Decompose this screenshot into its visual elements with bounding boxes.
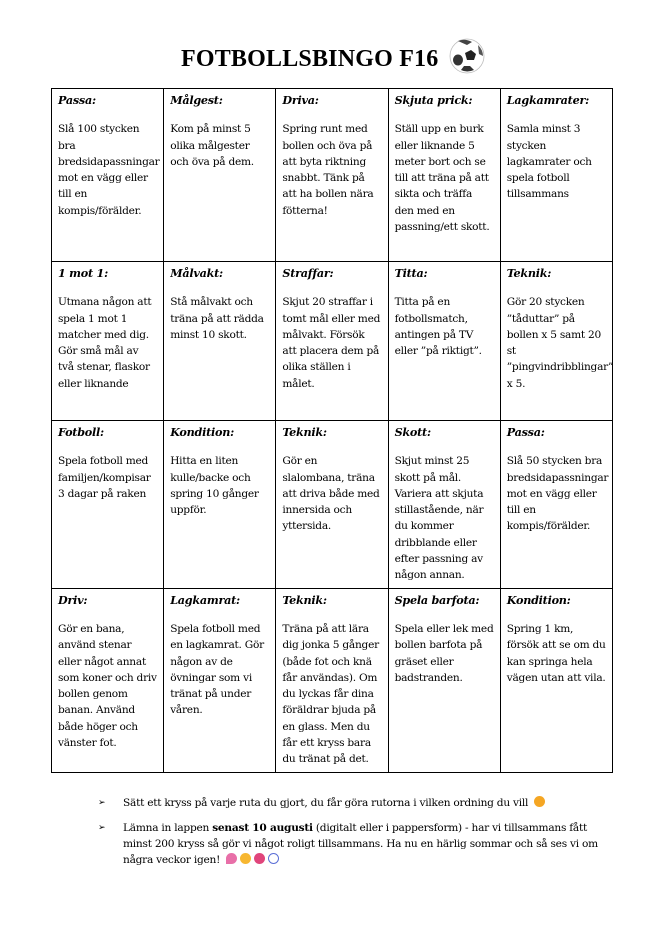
- cell-title: 1 mot 1:: [58, 266, 108, 280]
- cell-title: Passa:: [506, 425, 545, 439]
- cell-title: Spela barfota:: [394, 592, 480, 607]
- cell-text: Hitta en liten kulle/backe och spring 10 gånger uppför.: [170, 455, 259, 517]
- bingo-cell[interactable]: [52, 89, 164, 262]
- bingo-cell[interactable]: [276, 89, 388, 262]
- bingo-cell[interactable]: [52, 588, 164, 772]
- bingo-cell[interactable]: [164, 89, 276, 262]
- note-item: [98, 820, 618, 868]
- cell-title: Teknik:: [282, 592, 327, 607]
- header: [0, 36, 661, 80]
- bingo-cell[interactable]: [276, 421, 388, 589]
- cell-text: Stå målvakt och träna på att rädda minst 10 skott.: [170, 296, 264, 341]
- cell-title: Teknik:: [282, 425, 327, 439]
- cell-title: Skjuta prick:: [394, 93, 473, 107]
- cell-text: Samla minst 3 stycken lagkamrater och spela fotboll tillsammans: [506, 123, 592, 201]
- bingo-cell[interactable]: [388, 262, 500, 421]
- cell-title: Skott:: [394, 425, 431, 439]
- cell-text: Ställ upp en burk eller liknande 5 meter bort och se till att träna på att sikta och träffa den med en passning/ett skott.: [394, 123, 490, 234]
- smiley-icon: [534, 796, 545, 807]
- cell-text: Spela fotboll med familjen/kompisar 3 dagar på raken: [58, 455, 151, 500]
- cell-title: Straffar:: [282, 266, 334, 280]
- cell-text: Spela fotboll med en lagkamrat. Gör någon av de övningar som vi tränat på under våren.: [170, 622, 264, 717]
- bingo-cell[interactable]: [500, 421, 612, 589]
- cell-text: Gör en slalombana, träna att driva både med innersida och yttersida.: [282, 455, 380, 533]
- cell-title: Titta:: [394, 266, 428, 280]
- bingo-cell[interactable]: [500, 89, 612, 262]
- bingo-cell[interactable]: [388, 588, 500, 772]
- cell-title: Driva:: [282, 93, 319, 107]
- cell-title: Passa:: [58, 93, 96, 107]
- cell-text: Gör 20 stycken ”tåduttar” på bollen x 5 samt 20 st ”pingvindribblingar” x 5.: [506, 296, 614, 390]
- note-item: [98, 795, 618, 811]
- bingo-cell[interactable]: [500, 262, 612, 421]
- cell-text: Kom på minst 5 olika målgester och öva på dem.: [170, 123, 254, 168]
- grid-row: [52, 588, 613, 772]
- cell-text: Spring 1 km, försök att se om du kan springa hela vägen utan att vila.: [506, 622, 606, 684]
- cell-title: Lagkamrat:: [170, 592, 240, 607]
- grid-row: [52, 262, 613, 421]
- bingo-grid: [51, 88, 613, 773]
- note-text-pre: Lämna in lappen: [123, 822, 213, 834]
- bingo-cell[interactable]: [52, 421, 164, 589]
- soccer-ball-icon: [268, 853, 279, 864]
- bingo-cell[interactable]: [164, 421, 276, 589]
- note-text-post: (digitalt eller i pappersform) - har vi tillsammans fått minst 200 kryss så gör vi något roligt tillsammans. Ha nu en härlig sommar och så ses vi om några veckor igen!: [123, 822, 598, 866]
- arrow-bullet-icon: ➢: [98, 823, 106, 833]
- cell-text: Utmana någon att spela 1 mot 1 matcher med dig. Gör små mål av två stenar, flaskor eller liknande: [58, 296, 152, 390]
- cell-title: Fotboll:: [58, 425, 104, 439]
- grid-row: [52, 421, 613, 589]
- cell-text: Spring runt med bollen och öva på att byta riktning snabbt. Tänk på att ha bollen nära fötterna!: [282, 123, 374, 217]
- page-title: FOTBOLLSBINGO F16: [181, 46, 439, 72]
- bingo-cell[interactable]: [388, 421, 500, 589]
- bingo-cell[interactable]: [388, 89, 500, 262]
- deadline-text: senast 10 augusti: [212, 822, 313, 834]
- cell-title: Lagkamrater:: [506, 93, 589, 107]
- cell-title: Teknik:: [506, 266, 552, 280]
- sun-icon: [240, 853, 251, 864]
- cell-text: Träna på att lära dig jonka 5 gånger (både fot och knä får användas). Om du lyckas får dina föräldrar bjuda på en glass. Men du får ett kryss bara du tränat på det.: [282, 622, 379, 766]
- cell-text: Gör en bana, använd stenar eller något annat som koner och driv bollen genom banan. Använd både höger och vänster fot.: [58, 622, 157, 750]
- cell-title: Driv:: [58, 592, 88, 607]
- cell-text: Skjut 20 straffar i tomt mål eller med målvakt. Försök att placera dem på olika ställen i målet.: [282, 296, 381, 390]
- bingo-cell[interactable]: [276, 588, 388, 772]
- cell-text: Spela eller lek med bollen barfota på gräset eller badstranden.: [394, 622, 494, 684]
- ice-cream-icon: [226, 853, 237, 864]
- bingo-cell[interactable]: [164, 588, 276, 772]
- bingo-cell[interactable]: [52, 262, 164, 421]
- bingo-cell[interactable]: [500, 588, 612, 772]
- cell-text: Slå 100 stycken bra bredsidapassningar mot en vägg eller till en kompis/förälder.: [58, 123, 160, 217]
- cell-title: Målvakt:: [170, 266, 223, 280]
- cell-title: Kondition:: [170, 425, 234, 439]
- cell-title: Kondition:: [506, 592, 571, 607]
- bingo-cell[interactable]: [276, 262, 388, 421]
- bingo-cell[interactable]: [164, 262, 276, 421]
- cell-text: Slå 50 stycken bra bredsidapassningar mot en vägg eller till en kompis/förälder.: [506, 455, 609, 533]
- cell-title: Målgest:: [170, 93, 223, 107]
- note-text: Sätt ett kryss på varje ruta du gjort, du får göra rutorna i vilken ordning du vill: [123, 797, 529, 809]
- cell-text: Titta på en fotbollsmatch, antingen på TV eller ”på riktigt”.: [394, 296, 482, 358]
- notes-list: [98, 795, 618, 877]
- arrow-bullet-icon: ➢: [98, 798, 106, 808]
- grid-row: [52, 89, 613, 262]
- cell-text: Skjut minst 25 skott på mål. Variera att skjuta stillastående, när du kommer dribblande eller efter passning av någon annan.: [394, 455, 484, 582]
- soccer-ball-icon: [447, 36, 487, 76]
- flower-icon: [254, 853, 265, 864]
